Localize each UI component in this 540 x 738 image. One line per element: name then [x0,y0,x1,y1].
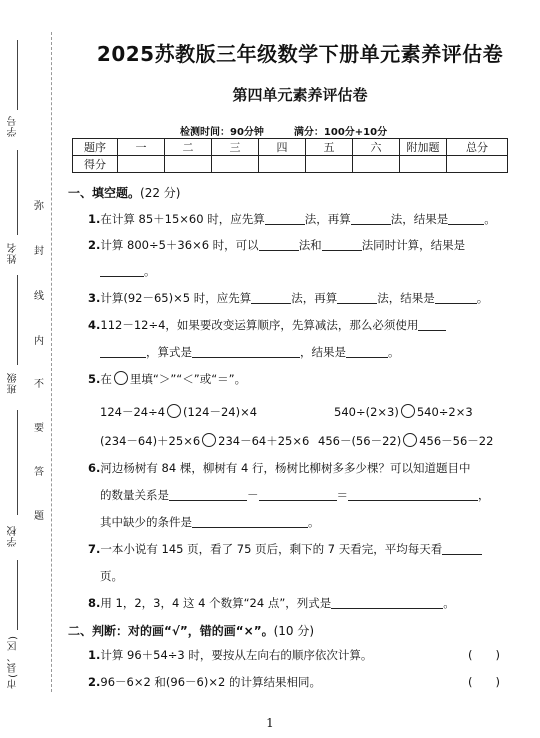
table-cell: 附加题 [400,139,447,156]
seal-char: 线 [34,291,44,302]
answer-blank[interactable] [322,238,362,251]
field-label-name: 姓名 [8,242,19,264]
section-2-heading: 二、判断：对的画“√”，错的画“×”。(10 分) [68,624,315,638]
seal-dotted-line [51,32,52,692]
answer-blank[interactable] [418,318,446,331]
field-line-school [17,410,18,515]
judge-parens[interactable]: ( ) [468,648,500,662]
compare-circle[interactable] [401,404,415,418]
answer-blank[interactable] [100,345,146,358]
exam-meta [180,123,417,138]
compare-item-d: 456－(56－22) 456－56－22 [318,434,494,448]
exam-full-score: 满分：100分+10分 [293,127,388,138]
question-1-6-cont2: 其中缺少的条件是 。 [100,515,320,529]
answer-blank[interactable] [192,515,308,528]
compare-item-a: 124－24÷4 (124－24)×4 [100,405,258,419]
answer-blank[interactable] [337,291,377,304]
field-line-name [17,150,18,235]
table-row [73,156,508,173]
answer-blank[interactable] [192,345,300,358]
compare-circle[interactable] [403,433,417,447]
question-1-8: 8.用 1，2，3，4 这 4 个数算“24 点”，列式是 。 [88,596,455,610]
compare-circle[interactable] [167,404,181,418]
question-1-4: 4.112－12÷4，如果要改变运算顺序，先算减法，那么必须使用 [88,317,446,333]
table-cell: 一 [118,139,165,156]
answer-blank[interactable] [448,212,484,225]
circle-blank [114,371,128,385]
field-line-city [17,560,18,630]
score-cell[interactable] [353,156,400,173]
question-2-1: 1.计算 96＋54÷3 时，要按从左向右的顺序依次计算。 [88,648,373,662]
table-cell: 五 [306,139,353,156]
answer-blank[interactable] [169,488,247,501]
question-1-5: 5.在 里填“＞”“＜”或“＝”。 [88,372,247,386]
field-label-school: 学校 [8,525,19,547]
field-line-student-id [17,40,18,110]
compare-circle[interactable] [202,433,216,447]
seal-char: 题 [34,511,44,522]
compare-item-c: (234－64)＋25×6 234－64＋25×6 [100,434,310,448]
score-cell[interactable] [447,156,508,173]
seal-char: 弥 [34,201,44,212]
answer-blank[interactable] [251,291,291,304]
table-cell: 二 [165,139,212,156]
page-subtitle: 第四单元素养评估卷 [232,86,368,104]
answer-blank[interactable] [265,212,305,225]
question-1-3: 3.计算(92－65)×5 时，应先算 法，再算 法，结果是 。 [88,291,489,305]
table-cell: 六 [353,139,400,156]
table-cell: 题序 [73,139,118,156]
seal-char: 封 [34,246,44,257]
score-cell[interactable] [212,156,259,173]
answer-blank[interactable] [331,596,443,609]
binding-margin [0,0,62,738]
compare-item-b: 540÷(2×3) 540÷2×3 [334,405,473,419]
answer-blank[interactable] [435,291,477,304]
answer-blank[interactable] [442,542,482,555]
answer-blank[interactable] [259,488,337,501]
page-number: 1 [266,716,274,730]
page-title: 2025苏教版三年级数学下册单元素养评估卷 [96,42,504,66]
answer-blank[interactable] [351,212,391,225]
field-label-student-id: 学号 [8,115,19,137]
seal-char: 答 [34,467,44,478]
exam-time: 检测时间：90分钟 [180,127,264,138]
score-cell[interactable] [118,156,165,173]
score-cell[interactable] [259,156,306,173]
answer-blank[interactable] [100,264,144,277]
table-cell: 得分 [73,156,118,173]
seal-char: 不 [34,379,44,390]
question-1-2: 2.计算 800÷5＋36×6 时，可以 法和 法同时计算，结果是 [88,238,466,252]
answer-blank[interactable] [346,345,388,358]
section-1-heading: 一、填空题。(22 分) [68,186,181,200]
score-cell[interactable] [400,156,447,173]
question-1-2-cont: 。 [100,263,156,279]
table-cell: 三 [212,139,259,156]
question-1-6: 6.河边杨树有 84 棵，柳树有 4 行，杨树比柳树多多少棵？可以知道题目中 [88,461,471,475]
table-cell: 四 [259,139,306,156]
question-1-4-cont: ，算式是 ，结果是 。 [100,344,400,360]
field-label-city: 市(县、区) [8,635,19,689]
judge-parens[interactable]: ( ) [468,675,500,689]
field-label-class: 班级 [8,372,19,394]
score-cell[interactable] [306,156,353,173]
table-row [73,139,508,156]
field-line-class [17,275,18,365]
score-cell[interactable] [165,156,212,173]
question-1-7-cont: 页。 [100,569,123,583]
answer-blank[interactable] [348,488,478,501]
question-2-2: 2.96－6×2 和(96－6)×2 的计算结果相同。 [88,675,321,689]
question-1-1: 1.在计算 85＋15×60 时，应先算 法，再算 法，结果是 。 [88,212,496,226]
question-1-6-cont: 的数量关系是 － ＝ ， [100,488,490,502]
seal-char: 内 [34,336,44,347]
score-table [72,138,508,173]
table-cell: 总分 [447,139,508,156]
question-1-7: 7.一本小说有 145 页，看了 75 页后，剩下的 7 天看完，平均每天看 [88,541,482,557]
answer-blank[interactable] [259,238,299,251]
seal-char: 要 [34,423,44,434]
